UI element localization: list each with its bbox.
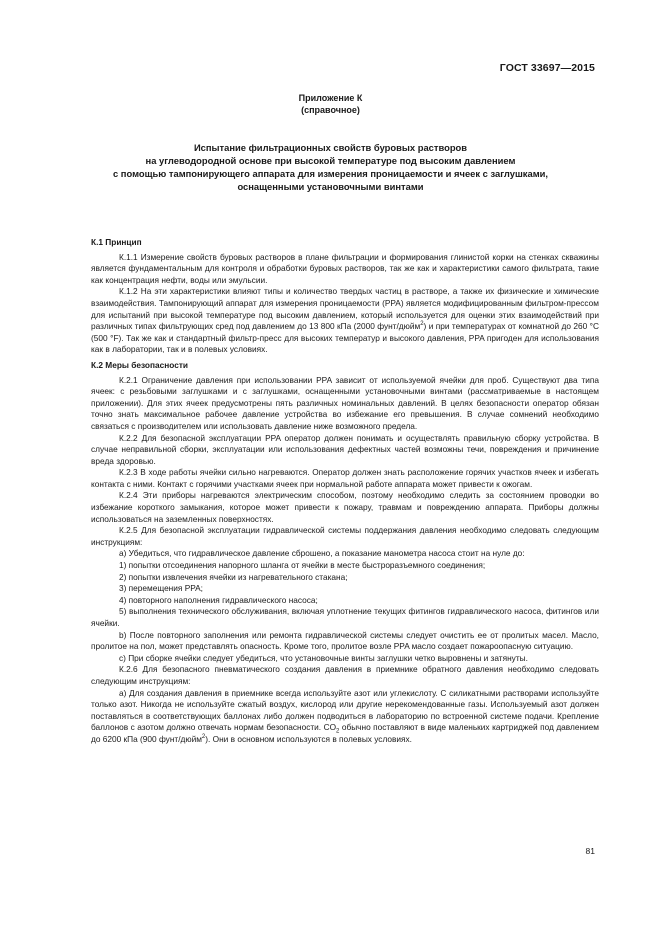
annex-label: Приложение К (298, 93, 363, 103)
paragraph-k2-6-a-tail: ). Они в основном используются в полевых условиях. (205, 733, 412, 744)
title-line-1: Испытание фильтрационных свойств буровых растворов (193, 142, 468, 153)
list-item-a: а) Убедиться, что гидравлическое давление сброшено, а показание манометра насоса стоит на нуле до: (119, 548, 525, 559)
paragraph-k2-3: К.2.3 В ходе работы ячейки сильно нагреваются. Оператор должен знать расположение горячих участков ячеек и избегать контакта с ними. Контакт с горячими участками ячеек при нормальной работе аппарата может привести к ожогам. (91, 467, 599, 489)
annex-type: (справочное) (301, 104, 360, 115)
paragraph-k1-2 (91, 286, 599, 356)
list-item-a3: 3) перемещения PPA; (119, 583, 203, 594)
title-line-3: с помощью тампонирующего аппарата для измерения проницаемости и ячеек с заглушками, (112, 168, 548, 179)
paragraph-k2-5: К.2.5 Для безопасной эксплуатации гидравлической системы поддержания давления необходимо следовать следующим инструкциям: (91, 525, 599, 547)
page-number: 81 (585, 846, 595, 856)
paragraph-k2-6: К.2.6 Для безопасного пневматического создания давления в приемнике обратного давления необходимо следовать следующим инструкциям: (91, 664, 599, 686)
superscript: 2 (420, 321, 424, 328)
paragraph-k2-4: К.2.4 Эти приборы нагреваются электрическим способом, поэтому необходимо следить за состоянием проводки во избежание короткого замыкания, которое может привести к пожару, травмам и повреждению аппарата. Приборы должны использоваться на заземленных поверхностях. (91, 490, 599, 524)
annex-title (60, 141, 601, 193)
section-heading-k1: К.1 Принцип (91, 237, 142, 247)
list-item-c: с) При сборке ячейки следует убедиться, что установочные винты заглушки четко выровнены и затянуты. (119, 652, 528, 663)
section-heading-k2: К.2 Меры безопасности (91, 359, 188, 370)
document-code: ГОСТ 33697—2015 (499, 62, 595, 74)
superscript: 2 (201, 734, 206, 741)
list-item-b: b) После повторного заполнения или ремонта гидравлической системы следует очистить ее от пролитых масел. Масло, пролитое на пол, может представлять опасность. Кроме того, пролитое возле PPA масло создает пожароопасную ситуацию. (91, 629, 599, 652)
paragraph-k2-6-a (91, 688, 599, 746)
paragraph-k1-1: К.1.1 Измерение свойств буровых растворов в плане фильтрации и формирования глинистой корки на стенках скважины является фундаментальным для контроля и обработки буровых растворов, так же как и характеристики самого фильтрата, такие как концентрация нефти, воды или эмульсии. (91, 251, 599, 285)
list-item-a5: 5) выполнения технического обслуживания, включая уплотнение текущих фитингов гидравлического насоса, фитингов или ячейки. (91, 606, 599, 628)
document-body (91, 237, 599, 746)
paragraph-k2-6-a-text: а) Для создания давления в приемнике всегда используйте азот или углекислоту. С силикатными растворами используйте только азот. Никогда не используйте сжатый воздух, кислород или другие нерекомендованные газы. Используемый азот должен поставляться в соответствующих баллонах либо должен подводиться в лабораторию по встроенной системе подачи. Крепление баллонов с азотом должно отвечать нормам безопасности. CO (91, 687, 599, 733)
annex-heading (0, 93, 661, 116)
list-item-a2: 2) попытки извлечения ячейки из нагревательного стакана; (119, 571, 348, 582)
paragraph-k1-2-tail: ) и при температурах от комнатной до 260 °С (500 °F). Так же как и стандартный фильтр-пресс для высоких температур и высокого давления, PPA пригоден для использования как в лаборатории, так и в полевых условиях. (91, 321, 599, 355)
title-line-4: оснащенными установочными винтами (237, 181, 424, 192)
subscript: 2 (336, 729, 340, 735)
list-item-a4: 4) повторного наполнения гидравлического насоса; (119, 594, 318, 605)
paragraph-k1-2-text: К.1.2 На эти характеристики влияют типы и количество твердых частиц в растворе, а также их физические и химические взаимодействия. Тампонирующий аппарат для измерения проницаемости (PPA) является модифицированным фильтром-прессом для испытаний при высокой температуре под высоким давлением, который используется для оценки этих взаимодействий при различных типах фильтрующих сред под давлением до 13 800 кПа (2000 фунт/дюйм (91, 286, 599, 332)
title-line-2: на углеводородной основе при высокой температуре под высоким давлением (145, 155, 516, 166)
paragraph-k2-2: К.2.2 Для безопасной эксплуатации PPA оператор должен понимать и осуществлять правильную сборку устройства. В случае неправильной сборки, эксплуатации или использования дефектных частей возможны течи, повреждения и причинение вреда здоровью. (91, 432, 599, 466)
paragraph-k2-1: К.2.1 Ограничение давления при использовании PPA зависит от используемой ячейки для проб. Существуют два типа ячеек: с резьбовыми заглушками и с заглушками, оснащенными установочными винтами (рассматриваемые в настоящем приложении). Для этих ячеек предусмотрены пять различных номинальных давлений. В целях безопасности оператор обязан точно знать максимальное рабочее давление устройства во избежание его превышения. В случае сомнений необходимо связаться с производителем или использовать давление ниже возможного предела. (91, 374, 599, 431)
list-item-a1: 1) попытки отсоединения напорного шланга от ячейки в месте быстроразъемного соединения; (119, 560, 486, 571)
paragraph-k2-6-a-mid: обычно поставляют в виде маленьких картриджей под давлением до 6200 кПа (900 фунт/дюйм (91, 722, 599, 744)
